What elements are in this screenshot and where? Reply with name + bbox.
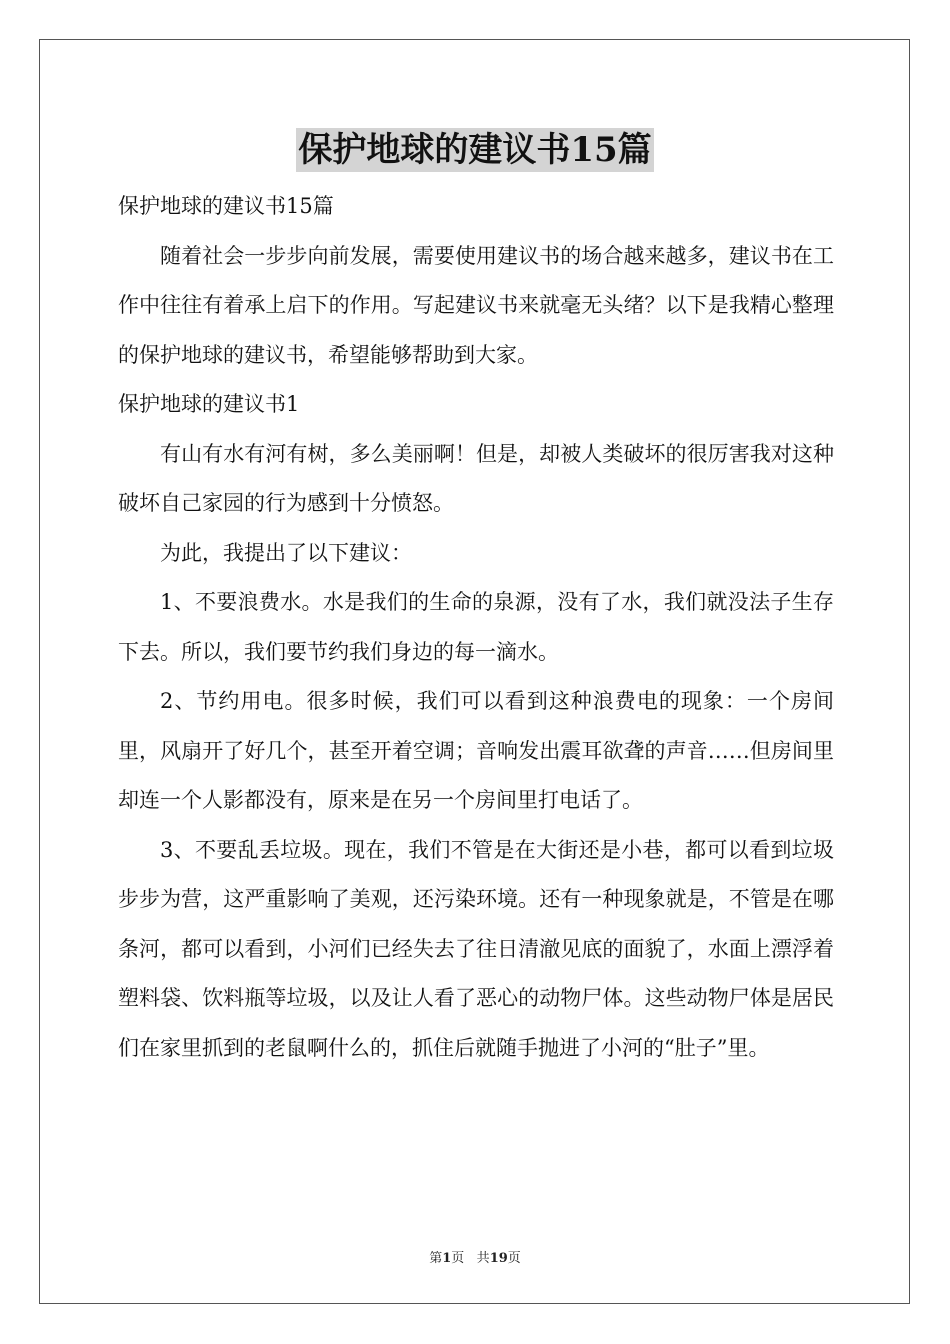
page-footer	[0, 1247, 950, 1266]
intro-paragraph: 随着社会一步步向前发展，需要使用建议书的场合越来越多，建议书在工作中往往有着承上启下的作用。写起建议书来就毫无头绪？以下是我精心整理的保护地球的建议书，希望能够帮助到大家。	[118, 243, 834, 367]
body-paragraph: 2、节约用电。很多时候，我们可以看到这种浪费电的现象：一个房间里，风扇开了好几个，甚至开着空调；音响发出震耳欲聋的声音……但房间里却连一个人影都没有，原来是在另一个房间里打电话了。	[118, 689, 834, 812]
section-heading: 保护地球的建议书1	[118, 392, 300, 416]
document-body	[118, 182, 834, 1073]
footer-total-suffix: 页	[507, 1251, 521, 1266]
footer-page-number: 1	[442, 1251, 452, 1266]
body-paragraph: 1、不要浪费水。水是我们的生命的泉源，没有了水，我们就没法子生存下去。所以，我们要节约我们身边的每一滴水。	[118, 590, 834, 664]
footer-total-prefix: 共	[476, 1251, 490, 1266]
footer-page-prefix: 第	[429, 1251, 443, 1266]
body-paragraph: 有山有水有河有树，多么美丽啊！但是，却被人类破坏的很厉害我对这种破坏自己家园的行为感到十分愤怒。	[118, 441, 834, 515]
title-container	[0, 128, 950, 172]
footer-total-pages: 19	[489, 1251, 508, 1266]
body-paragraph: 3、不要乱丢垃圾。现在，我们不管是在大街还是小巷，都可以看到垃圾步步为营，这严重影响了美观，还污染环境。还有一种现象就是，不管是在哪条河，都可以看到，小河们已经失去了往日清澈见底的面貌了，水面上漂浮着塑料袋、饮料瓶等垃圾，以及让人看了恶心的动物尸体。这些动物尸体是居民们在家里抓到的老鼠啊什么的，抓住后就随手抛进了小河的“肚子”里。	[118, 837, 834, 1060]
footer-page-suffix: 页	[451, 1251, 465, 1266]
document-subtitle: 保护地球的建议书15篇	[118, 194, 334, 218]
document-title: 保护地球的建议书15篇	[298, 130, 652, 170]
body-paragraph: 为此，我提出了以下建议：	[160, 540, 412, 565]
